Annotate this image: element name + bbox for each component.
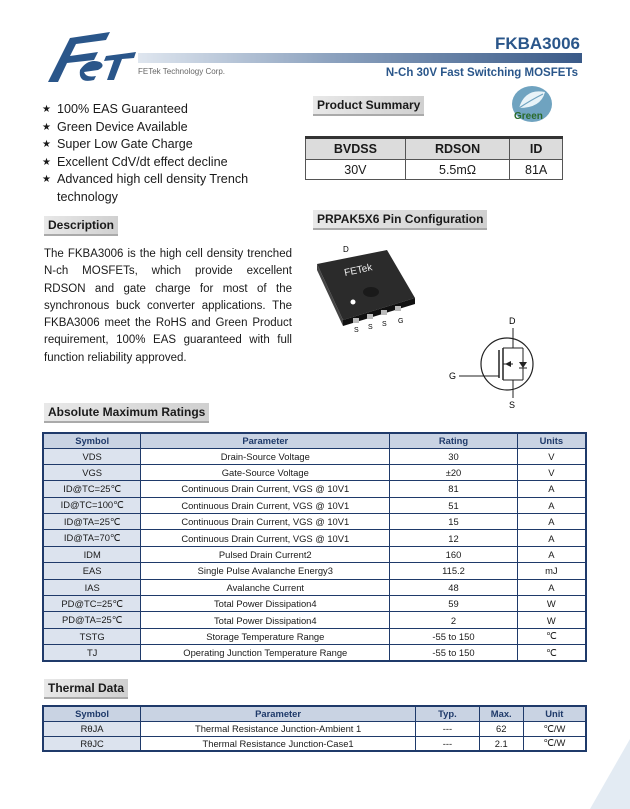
table-cell: 2 (390, 612, 517, 628)
rating-row (43, 612, 586, 628)
product-summary-label: Product Summary (313, 96, 424, 116)
table-cell: --- (416, 736, 480, 751)
feature-item: ★ Green Device Available (42, 119, 188, 134)
package-marking: FETek (343, 262, 374, 279)
symbol-cell: IAS (43, 579, 141, 595)
rating-row (43, 514, 586, 530)
symbol-s-label: S (509, 400, 516, 410)
thermal-body (43, 721, 586, 751)
rating-row (43, 645, 586, 661)
thermal-row (43, 736, 586, 751)
column-header: Rating (390, 433, 517, 448)
pin-label: S (354, 327, 359, 334)
symbol-g-label: G (449, 371, 457, 381)
table-cell: A (517, 579, 586, 595)
table-cell: Thermal Resistance Junction-Case1 (141, 736, 416, 751)
thermal-row (43, 721, 586, 736)
company-name: FETek Technology Corp. (138, 67, 226, 76)
header-bar (138, 53, 582, 63)
column-header: Unit (523, 706, 586, 721)
table-cell: A (517, 481, 586, 497)
product-summary-table (305, 136, 563, 180)
table-cell: ℃/W (523, 721, 586, 736)
rating-row (43, 497, 586, 513)
summary-header: ID (510, 138, 563, 160)
table-cell: A (517, 530, 586, 546)
table-cell: Storage Temperature Range (141, 628, 390, 644)
table-cell: A (517, 514, 586, 530)
table-cell: Gate-Source Voltage (141, 464, 390, 480)
pin-label: G (398, 318, 404, 325)
summary-value: 5.5mΩ (405, 160, 510, 180)
symbol-cell: PD@TA=25℃ (43, 612, 141, 628)
table-cell: mJ (517, 563, 586, 579)
summary-value: 30V (306, 160, 406, 180)
description-label: Description (44, 216, 118, 236)
table-cell: W (517, 596, 586, 612)
column-header: Symbol (43, 433, 141, 448)
summary-header: BVDSS (306, 138, 406, 160)
table-cell: Continuous Drain Current, VGS @ 10V1 (141, 497, 390, 513)
description-text: The FKBA3006 is the high cell density trenched N-ch MOSFETs, which provide excellent RDSON and gate charge for most of the synchronous buck converter applications. The FKBA3006 meet the RoHS and Green Product requirement, 100% EAS guaranteed with full function reliability approved. (44, 248, 292, 364)
doc-subtitle: N-Ch 30V Fast Switching MOSFETs (385, 67, 578, 79)
page-corner-decoration (590, 739, 630, 809)
column-header: Max. (479, 706, 523, 721)
table-cell: ±20 (390, 464, 517, 480)
column-header: Typ. (416, 706, 480, 721)
symbol-cell: RθJA (43, 721, 141, 736)
symbol-cell: ID@TA=70℃ (43, 530, 141, 546)
symbol-cell: ID@TC=100℃ (43, 497, 141, 513)
table-cell: Total Power Dissipation4 (141, 596, 390, 612)
symbol-cell: PD@TC=25℃ (43, 596, 141, 612)
table-cell: -55 to 150 (390, 645, 517, 661)
summary-header: RDSON (405, 138, 510, 160)
table-cell: 51 (390, 497, 517, 513)
table-cell: 15 (390, 514, 517, 530)
feature-item: ★ Excellent CdV/dt effect decline (42, 154, 228, 169)
table-cell: 59 (390, 596, 517, 612)
ratings-table (42, 432, 587, 662)
symbol-cell: EAS (43, 563, 141, 579)
feature-item: ★ Super Low Gate Charge (42, 137, 193, 151)
pin-label: S (382, 321, 387, 328)
table-cell: A (517, 546, 586, 562)
rating-row (43, 530, 586, 546)
table-cell: 62 (479, 721, 523, 736)
thermal-table (42, 705, 587, 752)
column-header: Symbol (43, 706, 141, 721)
table-cell: Operating Junction Temperature Range (141, 645, 390, 661)
rating-row (43, 448, 586, 464)
table-cell: 30 (390, 448, 517, 464)
ratings-label: Absolute Maximum Ratings (44, 403, 209, 423)
table-cell: 81 (390, 481, 517, 497)
symbol-cell: IDM (43, 546, 141, 562)
mosfet-symbol (445, 312, 565, 412)
table-cell: 160 (390, 546, 517, 562)
pin-config-label: PRPAK5X6 Pin Configuration (313, 210, 487, 230)
table-cell: ℃ (517, 628, 586, 644)
table-cell: Pulsed Drain Current2 (141, 546, 390, 562)
table-cell: Total Power Dissipation4 (141, 612, 390, 628)
symbol-cell: VGS (43, 464, 141, 480)
table-cell: Avalanche Current (141, 579, 390, 595)
column-header: Parameter (141, 433, 390, 448)
thermal-label: Thermal Data (44, 679, 128, 699)
table-cell: W (517, 612, 586, 628)
table-cell: --- (416, 721, 480, 736)
table-cell: 12 (390, 530, 517, 546)
table-cell: Continuous Drain Current, VGS @ 10V1 (141, 514, 390, 530)
symbol-cell: ID@TA=25℃ (43, 514, 141, 530)
rating-row (43, 579, 586, 595)
rating-row (43, 563, 586, 579)
pin-d-label: D (343, 245, 349, 254)
table-cell: ℃/W (523, 736, 586, 751)
table-cell: Continuous Drain Current, VGS @ 10V1 (141, 481, 390, 497)
ratings-body (43, 448, 586, 661)
rating-row (43, 628, 586, 644)
table-cell: 115.2 (390, 563, 517, 579)
package-drawing (303, 238, 433, 338)
symbol-cell: TSTG (43, 628, 141, 644)
symbol-cell: TJ (43, 645, 141, 661)
rating-row (43, 464, 586, 480)
table-cell: Drain-Source Voltage (141, 448, 390, 464)
feature-item: ★ 100% EAS Guaranteed (42, 102, 188, 116)
table-cell: Single Pulse Avalanche Energy3 (141, 563, 390, 579)
fetek-logo (40, 30, 140, 88)
feature-item: ★ Advanced high cell density Trench technology (42, 172, 249, 204)
table-cell: V (517, 448, 586, 464)
table-cell: A (517, 497, 586, 513)
table-cell: Continuous Drain Current, VGS @ 10V1 (141, 530, 390, 546)
column-header: Units (517, 433, 586, 448)
symbol-d-label: D (509, 316, 516, 326)
table-cell: 2.1 (479, 736, 523, 751)
table-cell: ℃ (517, 645, 586, 661)
table-cell: V (517, 464, 586, 480)
pin-label: S (368, 324, 373, 331)
table-cell: Thermal Resistance Junction-Ambient 1 (141, 721, 416, 736)
table-cell: 48 (390, 579, 517, 595)
symbol-cell: VDS (43, 448, 141, 464)
feature-list (42, 101, 282, 206)
summary-value: 81A (510, 160, 563, 180)
table-cell: -55 to 150 (390, 628, 517, 644)
symbol-cell: ID@TC=25℃ (43, 481, 141, 497)
rating-row (43, 546, 586, 562)
green-badge-label: Green (514, 111, 543, 122)
part-number: FKBA3006 (494, 34, 580, 53)
column-header: Parameter (141, 706, 416, 721)
rating-row (43, 481, 586, 497)
symbol-cell: RθJC (43, 736, 141, 751)
rating-row (43, 596, 586, 612)
